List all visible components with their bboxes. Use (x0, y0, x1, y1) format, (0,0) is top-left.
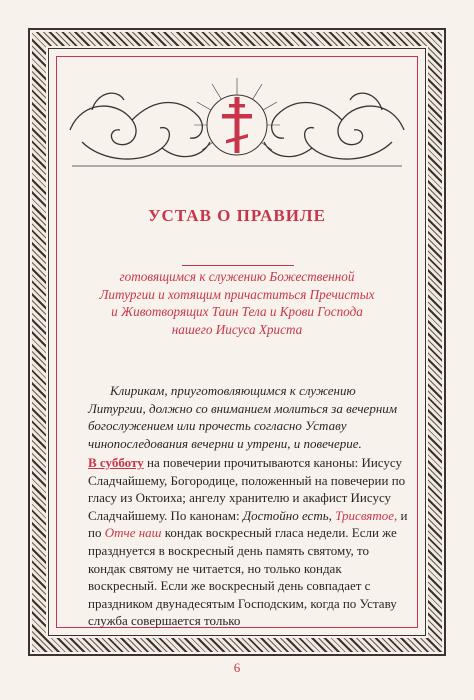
subtitle-line: готовящимся к служению Божественной (119, 269, 355, 284)
paragraph-saturday (88, 454, 410, 630)
header-ornament (62, 70, 412, 180)
page-number: 6 (233, 660, 241, 675)
text-trisvyatoe: Трисвятое, (335, 507, 398, 523)
text-otche: Отче наш (104, 525, 162, 541)
page-title: УСТАВ О ПРАВИЛЕ (148, 206, 326, 225)
text-dostoyno: Достойно есть, (242, 507, 332, 523)
subtitle-line: и Животворящих Таин Тела и Крови Господа (111, 304, 363, 319)
text-run: на повечерии прочитываются каноны: Иисусу Сладчайшему, Богородице, положенный на повечерии по гласу из Октоиха; ангелу хранителю и акафист Иисусу Сладчайшему. По канонам: (88, 455, 406, 523)
paragraph-clergy: Клирикам, приуготовляющимся к служению Литургии, должно со вниманием молиться за вечерним богослужением или прочесть согласно Уставу чинопоследования вечерни и утрени, и повечерие. (88, 383, 398, 451)
title-divider (182, 265, 294, 266)
text-run: и по (88, 507, 408, 541)
subtitle (66, 268, 408, 338)
subtitle-line: Литургии и хотящим причаститься Пречистых (99, 286, 375, 302)
subtitle-line: нашего Иисуса Христа (171, 321, 303, 337)
text-run: кондак воскресный гласа недели. Если же празднуется в воскресный день память святому, то кондак святому не читается, но только кондак воскресный. Если же воскресный день совпадает с праздником двунадесятым Господским, когда по Уставу служба совершается только (88, 525, 397, 629)
lead-saturday: В субботу (88, 455, 144, 470)
